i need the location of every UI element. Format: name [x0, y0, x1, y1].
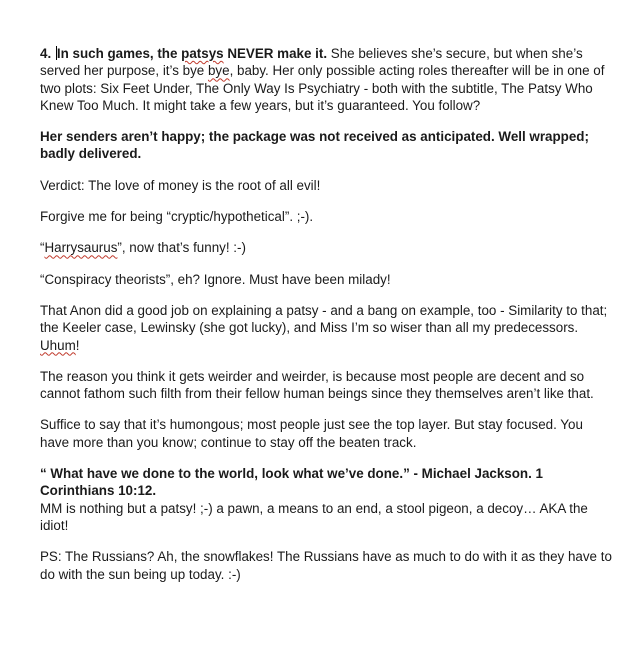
paragraph-4: Forgive me for being “cryptic/hypothetical”. ;-).: [40, 209, 314, 225]
spelling-flag[interactable]: patsys: [181, 46, 224, 61]
paragraph-5: “Harrysaurus”, now that’s funny! :-): [40, 240, 246, 256]
paragraph-8: The reason you think it gets weirder and weirder, is because most people are decent and so cannot fathom such filth from their fellow human beings since they themselves aren’t like that.: [40, 368, 594, 402]
document-body[interactable]: [40, 45, 615, 597]
quote-line: “ What have we done to the world, look what we’ve done.” - Michael Jackson. 1 Corinthians 10:12.: [40, 466, 543, 499]
spelling-flag[interactable]: Uhum: [40, 337, 76, 353]
paragraph-3: Verdict: The love of money is the root of all evil!: [40, 177, 321, 193]
paragraph-10: [40, 465, 615, 534]
paragraph-9: Suffice to say that it’s humongous; most people just see the top layer. But stay focused. You have more than you know; continue to stay off the beaten track.: [40, 417, 583, 450]
paragraph-11: PS: The Russians? Ah, the snowflakes! The Russians have as much to do with it as they have to do with the sun being up today. :-): [40, 549, 612, 582]
paragraph-7: That Anon did a good job on explaining a patsy - and a bang on example, too - Similarity to that; the Keeler case, Lewinsky (she got lucky), and Miss I’m so wiser than all my predecessors. Uhum!: [40, 302, 608, 353]
spelling-flag[interactable]: bye: [207, 63, 230, 79]
paragraph-2: Her senders aren’t happy; the package was not received as anticipated. Well wrapped; badly delivered.: [40, 129, 589, 162]
paragraph-6: “Conspiracy theorists”, eh? Ignore. Must have been milady!: [40, 271, 391, 287]
numbered-lead: 4. In such games, the patsys NEVER make it.: [40, 46, 328, 61]
paragraph-1: 4. In such games, the patsys NEVER make it. She believes she’s secure, but when she’s served her purpose, it’s bye bye, baby. Her only possible acting roles thereafter will be in one of two plots: Six Feet Under, The Only Way Is Psychiatry - both with the subtitle, The Patsy Who Knew Too Much. It might take a few years, but it’s guaranteed. You follow?: [40, 46, 605, 113]
spelling-flag[interactable]: Harrysaurus: [44, 240, 118, 256]
patsy-line: MM is nothing but a patsy! ;-) a pawn, a means to an end, a stool pigeon, a decoy… AKA the idiot!: [40, 500, 588, 533]
